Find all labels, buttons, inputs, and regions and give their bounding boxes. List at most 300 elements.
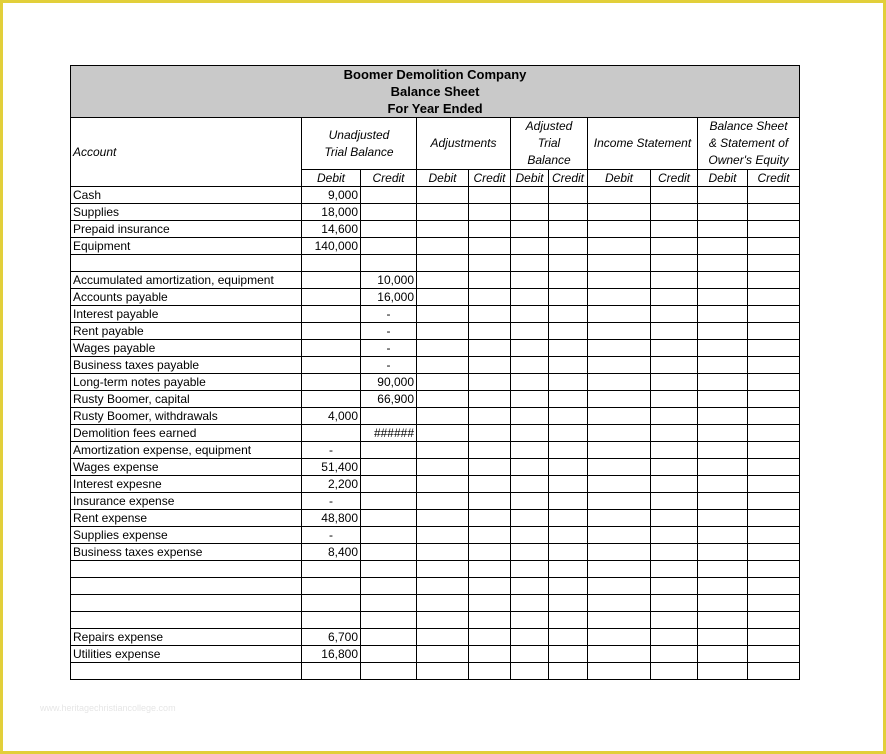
empty-cell[interactable] (549, 408, 588, 425)
empty-cell[interactable] (549, 527, 588, 544)
empty-cell[interactable] (588, 357, 651, 374)
empty-cell[interactable] (511, 595, 549, 612)
empty-cell[interactable] (511, 459, 549, 476)
account-cell[interactable] (71, 595, 302, 612)
empty-cell[interactable] (549, 374, 588, 391)
account-cell[interactable] (71, 578, 302, 595)
empty-cell[interactable] (511, 357, 549, 374)
empty-cell[interactable] (469, 340, 511, 357)
empty-cell[interactable] (698, 442, 748, 459)
empty-cell[interactable] (588, 221, 651, 238)
empty-cell[interactable] (511, 612, 549, 629)
empty-cell[interactable] (748, 544, 800, 561)
unadjusted-debit-cell[interactable] (302, 255, 361, 272)
account-cell[interactable]: Wages expense (71, 459, 302, 476)
account-cell[interactable]: Interest expesne (71, 476, 302, 493)
empty-cell[interactable] (748, 340, 800, 357)
unadjusted-debit-cell[interactable] (302, 323, 361, 340)
empty-cell[interactable] (698, 408, 748, 425)
empty-cell[interactable] (417, 510, 469, 527)
empty-cell[interactable] (549, 425, 588, 442)
account-cell[interactable]: Demolition fees earned (71, 425, 302, 442)
empty-cell[interactable] (588, 306, 651, 323)
account-cell[interactable]: Business taxes payable (71, 357, 302, 374)
empty-cell[interactable] (469, 374, 511, 391)
empty-cell[interactable] (417, 187, 469, 204)
empty-cell[interactable] (698, 289, 748, 306)
empty-cell[interactable] (698, 646, 748, 663)
empty-cell[interactable] (588, 289, 651, 306)
empty-cell[interactable] (549, 323, 588, 340)
empty-cell[interactable] (469, 544, 511, 561)
unadjusted-debit-cell[interactable]: 14,600 (302, 221, 361, 238)
empty-cell[interactable] (651, 306, 698, 323)
empty-cell[interactable] (698, 187, 748, 204)
empty-cell[interactable] (748, 578, 800, 595)
empty-cell[interactable] (698, 527, 748, 544)
unadjusted-credit-cell[interactable] (361, 442, 417, 459)
empty-cell[interactable] (469, 646, 511, 663)
empty-cell[interactable] (469, 493, 511, 510)
empty-cell[interactable] (417, 323, 469, 340)
unadjusted-debit-cell[interactable]: 8,400 (302, 544, 361, 561)
empty-cell[interactable] (698, 238, 748, 255)
empty-cell[interactable] (698, 255, 748, 272)
empty-cell[interactable] (748, 612, 800, 629)
empty-cell[interactable] (698, 425, 748, 442)
unadjusted-credit-cell[interactable] (361, 238, 417, 255)
empty-cell[interactable] (469, 272, 511, 289)
empty-cell[interactable] (651, 187, 698, 204)
unadjusted-credit-cell[interactable] (361, 561, 417, 578)
empty-cell[interactable] (588, 255, 651, 272)
empty-cell[interactable] (651, 646, 698, 663)
empty-cell[interactable] (417, 595, 469, 612)
unadjusted-debit-cell[interactable]: 51,400 (302, 459, 361, 476)
empty-cell[interactable] (651, 289, 698, 306)
empty-cell[interactable] (511, 204, 549, 221)
empty-cell[interactable] (511, 391, 549, 408)
empty-cell[interactable] (469, 391, 511, 408)
account-cell[interactable]: Long-term notes payable (71, 374, 302, 391)
empty-cell[interactable] (511, 663, 549, 680)
empty-cell[interactable] (748, 459, 800, 476)
account-cell[interactable]: Utilities expense (71, 646, 302, 663)
empty-cell[interactable] (748, 323, 800, 340)
empty-cell[interactable] (651, 204, 698, 221)
account-cell[interactable]: Rusty Boomer, withdrawals (71, 408, 302, 425)
account-cell[interactable]: Rent expense (71, 510, 302, 527)
empty-cell[interactable] (549, 255, 588, 272)
empty-cell[interactable] (698, 510, 748, 527)
empty-cell[interactable] (511, 646, 549, 663)
empty-cell[interactable] (417, 408, 469, 425)
empty-cell[interactable] (511, 578, 549, 595)
account-cell[interactable]: Amortization expense, equipment (71, 442, 302, 459)
empty-cell[interactable] (417, 561, 469, 578)
empty-cell[interactable] (469, 238, 511, 255)
unadjusted-credit-cell[interactable]: ###### (361, 425, 417, 442)
unadjusted-credit-cell[interactable]: 16,000 (361, 289, 417, 306)
account-cell[interactable]: Interest payable (71, 306, 302, 323)
empty-cell[interactable] (417, 391, 469, 408)
empty-cell[interactable] (698, 663, 748, 680)
account-cell[interactable] (71, 612, 302, 629)
empty-cell[interactable] (417, 459, 469, 476)
empty-cell[interactable] (417, 255, 469, 272)
empty-cell[interactable] (748, 306, 800, 323)
empty-cell[interactable] (698, 272, 748, 289)
unadjusted-debit-cell[interactable]: 4,000 (302, 408, 361, 425)
unadjusted-credit-cell[interactable] (361, 459, 417, 476)
account-cell[interactable] (71, 561, 302, 578)
empty-cell[interactable] (549, 578, 588, 595)
unadjusted-credit-cell[interactable]: - (361, 306, 417, 323)
empty-cell[interactable] (469, 408, 511, 425)
empty-cell[interactable] (549, 238, 588, 255)
unadjusted-credit-cell[interactable] (361, 612, 417, 629)
empty-cell[interactable] (698, 629, 748, 646)
unadjusted-debit-cell[interactable] (302, 612, 361, 629)
empty-cell[interactable] (511, 425, 549, 442)
unadjusted-debit-cell[interactable]: - (302, 527, 361, 544)
empty-cell[interactable] (698, 357, 748, 374)
unadjusted-credit-cell[interactable] (361, 578, 417, 595)
empty-cell[interactable] (469, 663, 511, 680)
empty-cell[interactable] (698, 476, 748, 493)
empty-cell[interactable] (511, 255, 549, 272)
empty-cell[interactable] (417, 612, 469, 629)
empty-cell[interactable] (698, 544, 748, 561)
account-cell[interactable]: Rusty Boomer, capital (71, 391, 302, 408)
account-cell[interactable]: Prepaid insurance (71, 221, 302, 238)
empty-cell[interactable] (511, 289, 549, 306)
empty-cell[interactable] (511, 187, 549, 204)
account-cell[interactable] (71, 663, 302, 680)
empty-cell[interactable] (417, 289, 469, 306)
empty-cell[interactable] (588, 408, 651, 425)
empty-cell[interactable] (588, 442, 651, 459)
unadjusted-credit-cell[interactable] (361, 476, 417, 493)
empty-cell[interactable] (588, 187, 651, 204)
unadjusted-debit-cell[interactable] (302, 391, 361, 408)
empty-cell[interactable] (698, 459, 748, 476)
empty-cell[interactable] (588, 391, 651, 408)
empty-cell[interactable] (588, 663, 651, 680)
empty-cell[interactable] (651, 527, 698, 544)
empty-cell[interactable] (511, 374, 549, 391)
empty-cell[interactable] (469, 629, 511, 646)
empty-cell[interactable] (417, 663, 469, 680)
empty-cell[interactable] (698, 340, 748, 357)
empty-cell[interactable] (651, 408, 698, 425)
unadjusted-credit-cell[interactable] (361, 408, 417, 425)
empty-cell[interactable] (549, 476, 588, 493)
empty-cell[interactable] (469, 221, 511, 238)
empty-cell[interactable] (698, 561, 748, 578)
unadjusted-credit-cell[interactable] (361, 187, 417, 204)
empty-cell[interactable] (511, 272, 549, 289)
empty-cell[interactable] (698, 306, 748, 323)
empty-cell[interactable] (588, 493, 651, 510)
empty-cell[interactable] (417, 442, 469, 459)
empty-cell[interactable] (651, 323, 698, 340)
empty-cell[interactable] (698, 391, 748, 408)
empty-cell[interactable] (588, 204, 651, 221)
empty-cell[interactable] (511, 476, 549, 493)
empty-cell[interactable] (588, 646, 651, 663)
unadjusted-debit-cell[interactable]: 18,000 (302, 204, 361, 221)
account-cell[interactable]: Rent payable (71, 323, 302, 340)
empty-cell[interactable] (588, 238, 651, 255)
empty-cell[interactable] (469, 595, 511, 612)
empty-cell[interactable] (511, 238, 549, 255)
account-cell[interactable]: Wages payable (71, 340, 302, 357)
empty-cell[interactable] (651, 272, 698, 289)
empty-cell[interactable] (417, 646, 469, 663)
account-cell[interactable]: Insurance expense (71, 493, 302, 510)
empty-cell[interactable] (588, 629, 651, 646)
account-cell[interactable]: Supplies (71, 204, 302, 221)
empty-cell[interactable] (698, 493, 748, 510)
unadjusted-credit-cell[interactable]: 90,000 (361, 374, 417, 391)
empty-cell[interactable] (417, 357, 469, 374)
unadjusted-credit-cell[interactable]: - (361, 340, 417, 357)
account-cell[interactable]: Accumulated amortization, equipment (71, 272, 302, 289)
empty-cell[interactable] (748, 357, 800, 374)
account-cell[interactable]: Accounts payable (71, 289, 302, 306)
empty-cell[interactable] (748, 187, 800, 204)
empty-cell[interactable] (469, 612, 511, 629)
unadjusted-credit-cell[interactable] (361, 221, 417, 238)
empty-cell[interactable] (651, 476, 698, 493)
empty-cell[interactable] (588, 561, 651, 578)
unadjusted-debit-cell[interactable]: 2,200 (302, 476, 361, 493)
unadjusted-credit-cell[interactable] (361, 663, 417, 680)
empty-cell[interactable] (651, 612, 698, 629)
empty-cell[interactable] (748, 255, 800, 272)
unadjusted-credit-cell[interactable]: 66,900 (361, 391, 417, 408)
empty-cell[interactable] (748, 374, 800, 391)
unadjusted-debit-cell[interactable] (302, 561, 361, 578)
empty-cell[interactable] (651, 629, 698, 646)
empty-cell[interactable] (748, 629, 800, 646)
unadjusted-credit-cell[interactable]: 10,000 (361, 272, 417, 289)
empty-cell[interactable] (549, 561, 588, 578)
unadjusted-debit-cell[interactable]: - (302, 493, 361, 510)
empty-cell[interactable] (748, 527, 800, 544)
empty-cell[interactable] (651, 561, 698, 578)
empty-cell[interactable] (698, 323, 748, 340)
empty-cell[interactable] (651, 459, 698, 476)
empty-cell[interactable] (651, 595, 698, 612)
empty-cell[interactable] (748, 204, 800, 221)
empty-cell[interactable] (748, 595, 800, 612)
empty-cell[interactable] (651, 238, 698, 255)
empty-cell[interactable] (417, 629, 469, 646)
unadjusted-debit-cell[interactable] (302, 340, 361, 357)
empty-cell[interactable] (511, 629, 549, 646)
empty-cell[interactable] (469, 561, 511, 578)
empty-cell[interactable] (748, 238, 800, 255)
empty-cell[interactable] (588, 476, 651, 493)
empty-cell[interactable] (511, 408, 549, 425)
unadjusted-debit-cell[interactable] (302, 357, 361, 374)
empty-cell[interactable] (469, 289, 511, 306)
empty-cell[interactable] (549, 340, 588, 357)
unadjusted-debit-cell[interactable] (302, 578, 361, 595)
empty-cell[interactable] (651, 544, 698, 561)
empty-cell[interactable] (417, 272, 469, 289)
empty-cell[interactable] (748, 493, 800, 510)
empty-cell[interactable] (469, 204, 511, 221)
empty-cell[interactable] (417, 306, 469, 323)
empty-cell[interactable] (651, 510, 698, 527)
empty-cell[interactable] (748, 221, 800, 238)
empty-cell[interactable] (588, 578, 651, 595)
empty-cell[interactable] (651, 374, 698, 391)
unadjusted-credit-cell[interactable] (361, 527, 417, 544)
empty-cell[interactable] (549, 663, 588, 680)
unadjusted-debit-cell[interactable] (302, 306, 361, 323)
empty-cell[interactable] (549, 187, 588, 204)
empty-cell[interactable] (588, 272, 651, 289)
empty-cell[interactable] (511, 544, 549, 561)
empty-cell[interactable] (748, 510, 800, 527)
empty-cell[interactable] (698, 578, 748, 595)
empty-cell[interactable] (469, 476, 511, 493)
empty-cell[interactable] (588, 595, 651, 612)
empty-cell[interactable] (549, 272, 588, 289)
empty-cell[interactable] (549, 646, 588, 663)
empty-cell[interactable] (698, 204, 748, 221)
empty-cell[interactable] (549, 595, 588, 612)
empty-cell[interactable] (549, 289, 588, 306)
account-cell[interactable]: Supplies expense (71, 527, 302, 544)
empty-cell[interactable] (588, 459, 651, 476)
empty-cell[interactable] (588, 510, 651, 527)
empty-cell[interactable] (469, 442, 511, 459)
empty-cell[interactable] (417, 493, 469, 510)
empty-cell[interactable] (511, 323, 549, 340)
empty-cell[interactable] (549, 459, 588, 476)
empty-cell[interactable] (417, 476, 469, 493)
unadjusted-debit-cell[interactable]: 6,700 (302, 629, 361, 646)
unadjusted-debit-cell[interactable] (302, 663, 361, 680)
empty-cell[interactable] (651, 425, 698, 442)
empty-cell[interactable] (549, 629, 588, 646)
empty-cell[interactable] (469, 255, 511, 272)
account-cell[interactable]: Repairs expense (71, 629, 302, 646)
empty-cell[interactable] (748, 425, 800, 442)
empty-cell[interactable] (549, 221, 588, 238)
empty-cell[interactable] (651, 391, 698, 408)
empty-cell[interactable] (748, 408, 800, 425)
empty-cell[interactable] (698, 595, 748, 612)
empty-cell[interactable] (651, 221, 698, 238)
empty-cell[interactable] (469, 510, 511, 527)
empty-cell[interactable] (588, 374, 651, 391)
empty-cell[interactable] (469, 187, 511, 204)
account-cell[interactable]: Equipment (71, 238, 302, 255)
unadjusted-credit-cell[interactable] (361, 493, 417, 510)
empty-cell[interactable] (588, 544, 651, 561)
empty-cell[interactable] (651, 255, 698, 272)
empty-cell[interactable] (469, 357, 511, 374)
unadjusted-debit-cell[interactable] (302, 425, 361, 442)
account-cell[interactable]: Cash (71, 187, 302, 204)
empty-cell[interactable] (549, 442, 588, 459)
unadjusted-debit-cell[interactable]: 9,000 (302, 187, 361, 204)
empty-cell[interactable] (748, 561, 800, 578)
empty-cell[interactable] (417, 204, 469, 221)
unadjusted-debit-cell[interactable] (302, 289, 361, 306)
empty-cell[interactable] (511, 306, 549, 323)
unadjusted-debit-cell[interactable]: - (302, 442, 361, 459)
empty-cell[interactable] (588, 612, 651, 629)
empty-cell[interactable] (511, 527, 549, 544)
unadjusted-credit-cell[interactable] (361, 595, 417, 612)
empty-cell[interactable] (469, 306, 511, 323)
empty-cell[interactable] (469, 578, 511, 595)
empty-cell[interactable] (511, 221, 549, 238)
unadjusted-credit-cell[interactable] (361, 646, 417, 663)
empty-cell[interactable] (549, 357, 588, 374)
empty-cell[interactable] (748, 442, 800, 459)
empty-cell[interactable] (651, 357, 698, 374)
unadjusted-debit-cell[interactable]: 140,000 (302, 238, 361, 255)
unadjusted-credit-cell[interactable] (361, 255, 417, 272)
unadjusted-credit-cell[interactable] (361, 510, 417, 527)
empty-cell[interactable] (469, 527, 511, 544)
empty-cell[interactable] (549, 493, 588, 510)
empty-cell[interactable] (417, 374, 469, 391)
empty-cell[interactable] (651, 578, 698, 595)
empty-cell[interactable] (417, 544, 469, 561)
empty-cell[interactable] (588, 425, 651, 442)
unadjusted-debit-cell[interactable]: 16,800 (302, 646, 361, 663)
empty-cell[interactable] (748, 289, 800, 306)
unadjusted-credit-cell[interactable] (361, 544, 417, 561)
empty-cell[interactable] (417, 238, 469, 255)
empty-cell[interactable] (698, 374, 748, 391)
empty-cell[interactable] (549, 544, 588, 561)
unadjusted-credit-cell[interactable]: - (361, 323, 417, 340)
empty-cell[interactable] (549, 612, 588, 629)
account-cell[interactable] (71, 255, 302, 272)
empty-cell[interactable] (511, 442, 549, 459)
empty-cell[interactable] (511, 510, 549, 527)
empty-cell[interactable] (549, 510, 588, 527)
unadjusted-credit-cell[interactable] (361, 204, 417, 221)
empty-cell[interactable] (549, 391, 588, 408)
empty-cell[interactable] (588, 323, 651, 340)
empty-cell[interactable] (588, 527, 651, 544)
unadjusted-debit-cell[interactable]: 48,800 (302, 510, 361, 527)
empty-cell[interactable] (417, 221, 469, 238)
empty-cell[interactable] (651, 663, 698, 680)
empty-cell[interactable] (511, 493, 549, 510)
unadjusted-debit-cell[interactable] (302, 272, 361, 289)
empty-cell[interactable] (651, 442, 698, 459)
unadjusted-credit-cell[interactable] (361, 629, 417, 646)
empty-cell[interactable] (511, 561, 549, 578)
empty-cell[interactable] (698, 221, 748, 238)
empty-cell[interactable] (588, 340, 651, 357)
empty-cell[interactable] (748, 272, 800, 289)
empty-cell[interactable] (417, 425, 469, 442)
empty-cell[interactable] (549, 306, 588, 323)
